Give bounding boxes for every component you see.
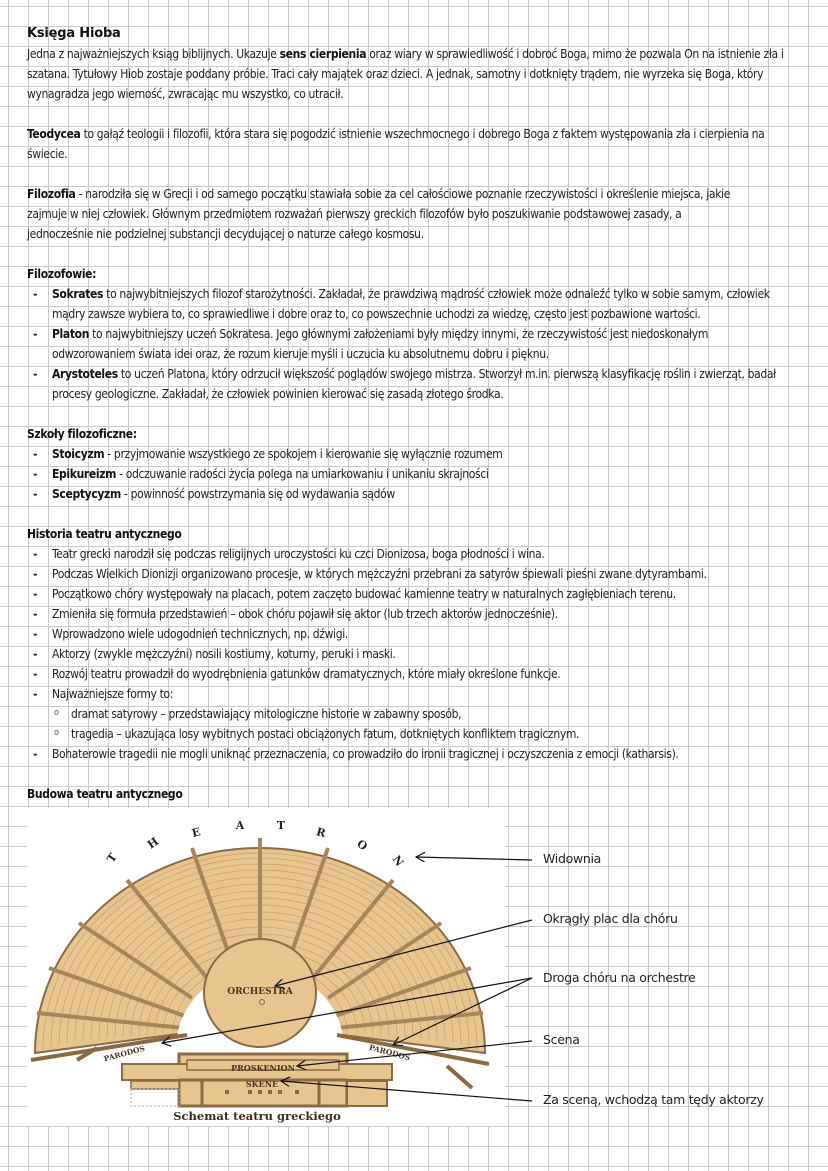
- svg-text:E: E: [190, 825, 202, 840]
- bold-term: Stoicyzm: [52, 447, 105, 461]
- text: to gałąź teologii i filozofii, która stara się pogodzić istnienie wszechmocnego i dobrego Boga z faktem występowania zła i cierpienia na: [80, 127, 765, 141]
- bold-term: Epikureizm: [52, 467, 117, 481]
- svg-text:O: O: [354, 837, 370, 854]
- bold-term: Sokrates: [52, 287, 104, 301]
- filozofia-line-3: jednocześnie nie podzielnej substancji decydującej o naturze całego kosmosu.: [27, 227, 424, 241]
- history-item: - Wprowadzono wiele udogodnień technicznych, np. dźwigi.: [27, 624, 817, 644]
- philosopher-sokrates-cont: mądry zawsze wybiera to, co sprawiedliwe i dobre oraz to, co powszechnie uchodzi za wiedzę, często jest pozbawione wartości.: [52, 307, 701, 321]
- title: Filozofowie:: [27, 267, 97, 281]
- bold-term: Arystoteles: [52, 367, 118, 381]
- proskenion-label: PROSKENION: [231, 1063, 295, 1073]
- text: - odczuwanie radości życia polega na umiarkowaniu i unikaniu skrajności: [116, 467, 489, 481]
- orchestra-label: ORCHESTRA: [227, 987, 293, 997]
- philosopher-platon-cont: odwzorowaniem świata idei oraz, że rozum kieruje myśli i uczucia ku absolutnemu dobru i pięknu.: [52, 347, 549, 361]
- hiob-line-3: wynagradza jego wierność, zwracając mu wszystko, co utracił.: [27, 87, 344, 101]
- text: to uczeń Platona, który odrzucił większość poglądów swojego mistrza. Stworzył m.in. pierwszą klasyfikację roślin i zwierząt, badał: [117, 367, 776, 381]
- parodos-left-label: PARODOS: [102, 1043, 146, 1064]
- label-scena: Scena: [543, 1032, 580, 1047]
- section-title-hiob: Księga Hioba: [27, 26, 121, 41]
- svg-text:A: A: [235, 819, 245, 832]
- text: - narodziła się w Grecji i od samego początku stawiała sobie za cel całościowe poznanie rzeczywistości i określenie miejsca, jakie: [75, 187, 731, 201]
- text: - przyjmowanie wszystkiego ze spokojem i kierowanie się wyłącznie rozumem: [104, 447, 503, 461]
- history-item: - Aktorzy (zwykle mężczyźni) nosili kostiumy, koturny, peruki i maski.: [27, 644, 817, 664]
- history-item: - Bohaterowie tragedii nie mogli uniknąć przeznaczenia, co prowadziło do ironii tragicznej i oczyszczenia z emocji (katharsis).: [27, 744, 817, 764]
- bold-term: Filozofia: [27, 187, 76, 201]
- history-subitem: o tragedia – ukazująca losy wybitnych postaci obciążonych fatum, dotkniętych konfliktem tragicznym.: [27, 724, 817, 744]
- text: oraz wiary w sprawiedliwość i dobroć Boga, mimo że pozwala On na istnienie zła i: [366, 47, 784, 61]
- history-item: - Rozwój teatru prowadził do wyodrębnienia gatunków dramatycznych, które miały określone funkcje.: [27, 664, 817, 684]
- svg-text:N: N: [389, 853, 407, 869]
- history-item: - Początkowo chóry występowały na placach, potem zaczęto budować kamienne teatry w naturalnych zagłębieniach terenu.: [27, 584, 817, 604]
- bold-term: Teodycea: [27, 127, 81, 141]
- teodycea-line-2: świecie.: [27, 147, 68, 161]
- philosopher-arystoteles-cont: procesy geologiczne. Zakładał, że człowiek powinien kierować się zasadą złotego środka.: [52, 387, 504, 401]
- bold-term: sens cierpienia: [279, 47, 367, 61]
- label-orchestra: Okrągły plac dla chóru: [543, 911, 678, 926]
- svg-text:H: H: [145, 834, 161, 852]
- history-item: - Zmieniła się formuła przedstawień – obok chóru pojawił się aktor (lub trzech aktorów jednocześnie).: [27, 604, 817, 624]
- diagram-caption: Schemat teatru greckiego: [173, 1109, 341, 1123]
- text: to najwybitniejszych filozof starożytności. Zakładał, że prawdziwą mądrość człowiek może odnaleźć tylko w sobie samym, człowiek: [103, 287, 770, 301]
- svg-text:R: R: [314, 825, 328, 841]
- skene-label: SKENE: [245, 1079, 279, 1089]
- hiob-line-2: szatana. Tytułowy Hiob zostaje poddany próbie. Traci cały majątek oraz dzieci. A jednak, samotny i dotknięty trądem, nie wyrzeka się Boga, który: [27, 67, 764, 81]
- history-subitem: o dramat satyrowy – przedstawiający mitologiczne historie w zabawny sposób,: [27, 704, 817, 724]
- svg-text:T: T: [276, 819, 286, 832]
- history-item: - Teatr grecki narodził się podczas religijnych uroczystości ku czci Dionizosa, boga płodności i wina.: [27, 544, 817, 564]
- bold-term: Sceptycyzm: [52, 487, 121, 501]
- title: Budowa teatru antycznego: [27, 787, 183, 801]
- title: Szkoły filozoficzne:: [27, 427, 137, 441]
- title: Historia teatru antycznego: [27, 527, 182, 541]
- label-skene: Za sceną, wchodzą tam tędy aktorzy: [543, 1092, 764, 1107]
- label-parodos: Droga chóru na orchestre: [543, 970, 696, 985]
- text: - powinność powstrzymania się od wydawania sądów: [120, 487, 395, 501]
- text: Jedna z najważniejszych ksiąg biblijnych. Ukazuje: [27, 47, 280, 61]
- history-item: - Podczas Wielkich Dionizji organizowano procesje, w których mężczyźni przebrani za satyrów śpiewali pieśni zwane dytyrambami.: [27, 564, 817, 584]
- parodos-right-label: PARODOS: [368, 1042, 412, 1063]
- history-item: - Najważniejsze formy to:: [27, 684, 817, 704]
- filozofia-line-2: zajmuje w niej człowiek. Głównym przedmiotem rozważań pierwszy greckich filozofów było poszukiwanie podstawowej zasady, a: [27, 207, 682, 221]
- svg-text:T: T: [104, 850, 120, 866]
- text: to najwybitniejszy uczeń Sokratesa. Jego głównymi założeniami były między innymi, że rzeczywistość jest niedoskonałym: [89, 327, 708, 341]
- bold-term: Platon: [52, 327, 90, 341]
- label-widownia: Widownia: [543, 851, 602, 866]
